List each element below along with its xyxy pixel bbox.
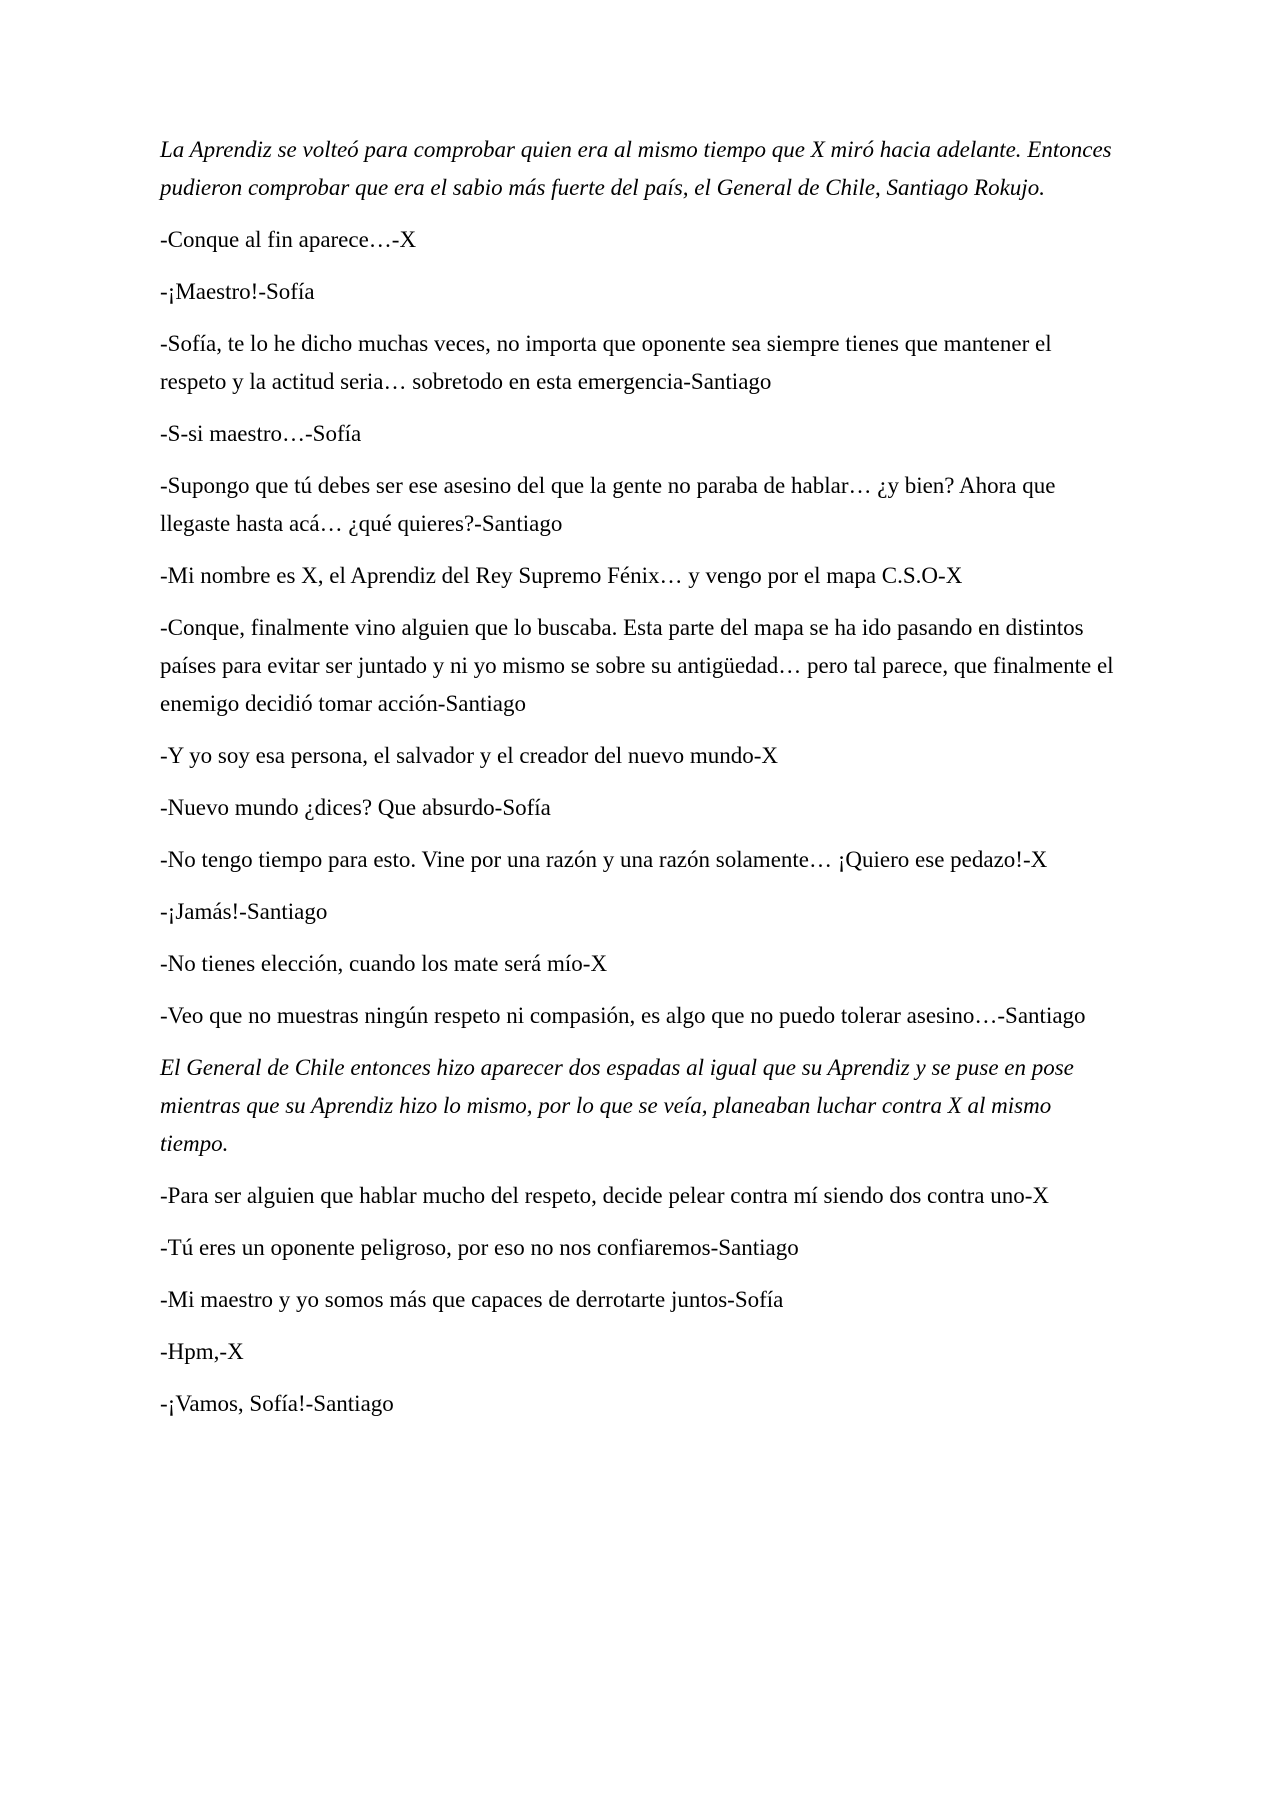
dialogue-line: -S-si maestro…-Sofía [160, 421, 362, 446]
dialogue-line: -Tú eres un oponente peligroso, por eso no nos confiaremos-Santiago [160, 1235, 799, 1260]
dialogue-line: -Mi nombre es X, el Aprendiz del Rey Supremo Fénix… y vengo por el mapa C.S.O-X [160, 563, 963, 588]
narration-paragraph: El General de Chile entonces hizo aparecer dos espadas al igual que su Aprendiz y se puse en pose mientras que su Aprendiz hizo lo mismo, por lo que se veía, planeaban luchar contra X al mismo tiempo. [160, 1055, 1074, 1156]
dialogue-line: -Conque al fin aparece…-X [160, 227, 417, 252]
dialogue-line: -Veo que no muestras ningún respeto ni compasión, es algo que no puedo tolerar asesino…-Santiago [160, 1003, 1086, 1028]
dialogue-line: -¡Maestro!-Sofía [160, 279, 315, 304]
dialogue-line: -¡Vamos, Sofía!-Santiago [160, 1391, 394, 1416]
dialogue-line: -Para ser alguien que hablar mucho del respeto, decide pelear contra mí siendo dos contra uno-X [160, 1183, 1050, 1208]
dialogue-line: -Sofía, te lo he dicho muchas veces, no importa que oponente sea siempre tienes que mantener el respeto y la actitud seria… sobretodo en esta emergencia-Santiago [160, 331, 1052, 394]
dialogue-line: -Nuevo mundo ¿dices? Que absurdo-Sofía [160, 795, 551, 820]
dialogue-line: -Conque, finalmente vino alguien que lo buscaba. Esta parte del mapa se ha ido pasando en distintos países para evitar ser juntado y ni yo mismo se sobre su antigüedad… pero tal parece, que finalmente el enemigo decidió tomar acción-Santiago [160, 615, 1114, 716]
dialogue-line: -¡Jamás!-Santiago [160, 899, 328, 924]
dialogue-line: -Hpm,-X [160, 1339, 244, 1364]
dialogue-line: -Mi maestro y yo somos más que capaces de derrotarte juntos-Sofía [160, 1287, 784, 1312]
dialogue-line: -Supongo que tú debes ser ese asesino del que la gente no paraba de hablar… ¿y bien? Ahora que llegaste hasta acá… ¿qué quieres?-Santiago [160, 473, 1056, 536]
narration-paragraph: La Aprendiz se volteó para comprobar quien era al mismo tiempo que X miró hacia adelante. Entonces pudieron comprobar que era el sabio más fuerte del país, el General de Chile, Santiago Rokujo. [160, 137, 1112, 200]
dialogue-line: -No tengo tiempo para esto. Vine por una razón y una razón solamente… ¡Quiero ese pedazo!-X [160, 847, 1048, 872]
dialogue-line: -No tienes elección, cuando los mate será mío-X [160, 951, 608, 976]
dialogue-line: -Y yo soy esa persona, el salvador y el creador del nuevo mundo-X [160, 743, 779, 768]
